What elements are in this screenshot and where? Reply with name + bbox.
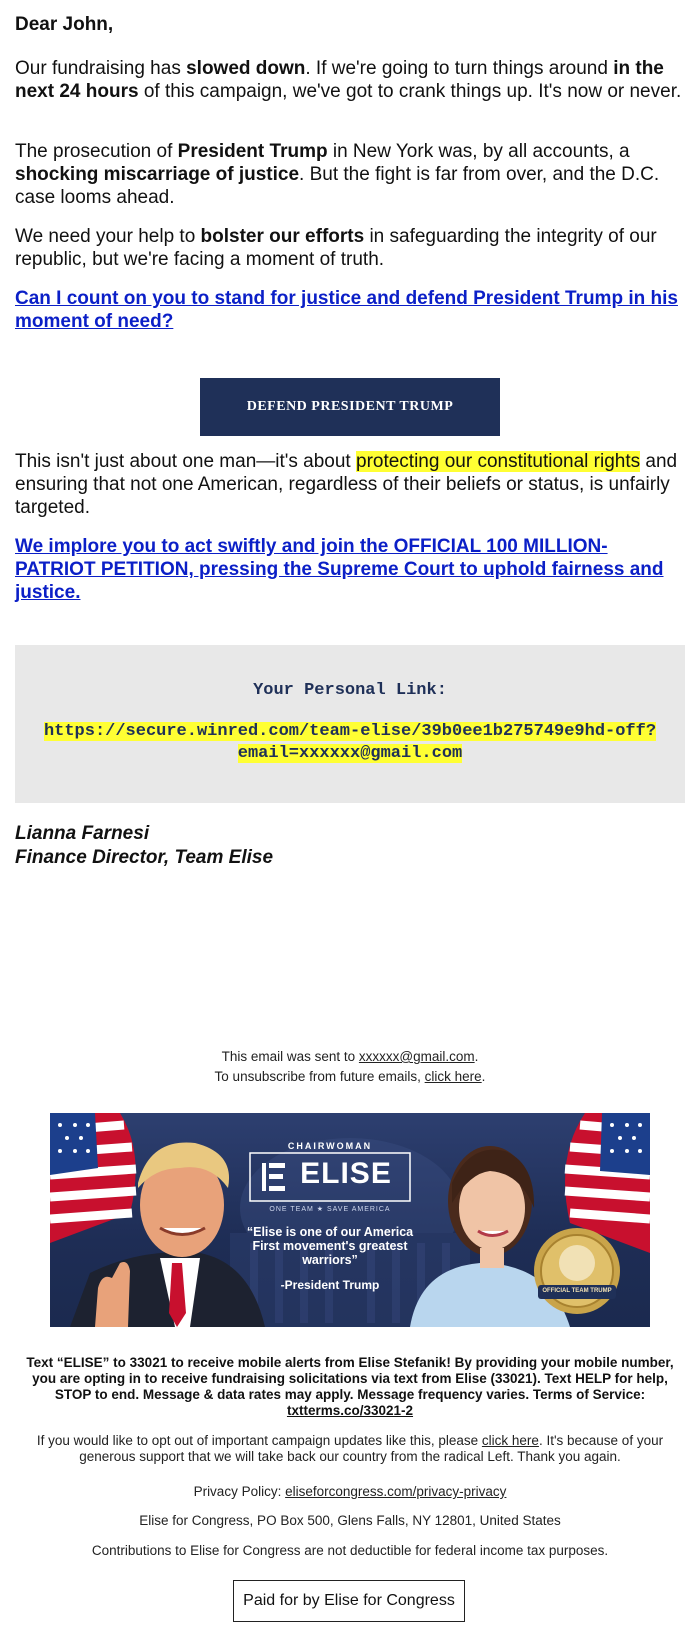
recipient-email-link[interactable]: xxxxxx@gmail.com — [358, 1049, 475, 1064]
signature-title: Finance Director, Team Elise — [15, 847, 274, 868]
petition-link[interactable]: We implore you to act swiftly and join the OFFICIAL 100 MILLION-PATRIOT PETITION, pressing the Supreme Court to uphold fairness and justice. — [15, 536, 664, 603]
paragraph-petition — [15, 535, 685, 604]
highlighted-phrase: protecting our constitutional rights — [356, 451, 641, 472]
unsubscribe-line: To unsubscribe from future emails, click here. — [214, 1069, 486, 1084]
flag-left-icon — [50, 1113, 136, 1243]
banner-attribution: -President Trump — [280, 1278, 380, 1292]
optout-notice: If you would like to opt out of important campaign updates like this, please click here. It's because of your generous support that we will take back our country from the radical Left. Thank you again. — [36, 1433, 664, 1464]
defend-trump-link[interactable]: Can I count on you to stand for justice and defend President Trump in his moment of need? — [15, 288, 678, 332]
campaign-banner[interactable] — [50, 1113, 650, 1327]
mailing-address: Elise for Congress, PO Box 500, Glens Falls, NY 12801, United States — [139, 1513, 561, 1528]
banner-tagline: ONE TEAM ★ SAVE AMERICA — [269, 1206, 391, 1213]
sms-optin-notice: Text “ELISE” to 33021 to receive mobile alerts from Elise Stefanik! By providing your mobile number, you are opting in to receive fundraising solicitations via text from Elise (33021). Text HELP for help, STOP to end. Message & data rates may apply. Message frequency varies. Terms of Service: txtterms.co/33021-2 — [26, 1355, 674, 1418]
personal-link-panel — [15, 645, 685, 803]
elise-logo-icon — [262, 1163, 285, 1191]
footer-recipient — [0, 1047, 700, 1087]
sms-terms-link[interactable]: txtterms.co/33021-2 — [286, 1403, 414, 1418]
paragraph-constitutional: This isn't just about one man—it's about protecting our constitutional rights and ensuring that not one American, regardless of their beliefs or status, is unfairly targeted. — [15, 451, 678, 518]
seal-label: OFFICIAL TEAM TRUMP — [542, 1288, 612, 1294]
personal-link-label: Your Personal Link: — [253, 681, 447, 700]
paid-for-disclaimer: Paid for by Elise for Congress — [233, 1580, 465, 1622]
paragraph-link-justice — [15, 287, 685, 333]
banner-quote: “Elise is one of our America First movement's greatest warriors” — [246, 1225, 414, 1267]
paragraph-fundraising: Our fundraising has slowed down. If we're going to turn things around in the next 24 hours of this campaign, we've got to crank things up. It's now or never. — [15, 58, 682, 102]
unsubscribe-link[interactable]: click here — [424, 1069, 482, 1084]
paragraph-prosecution: The prosecution of President Trump in New York was, by all accounts, a shocking miscarriage of justice. But the fight is far from over, and the D.C. case looms ahead. — [15, 141, 660, 208]
paragraph-help: We need your help to bolster our efforts in safeguarding the integrity of our republic, but we're facing a moment of truth. — [15, 226, 657, 270]
tax-notice: Contributions to Elise for Congress are not deductible for federal income tax purposes. — [91, 1543, 609, 1558]
privacy-policy-line: Privacy Policy: eliseforcongress.com/privacy-privacy — [193, 1484, 507, 1499]
banner-brand: ELISE — [300, 1157, 392, 1190]
personal-link-url[interactable]: https://secure.winred.com/team-elise/39b0ee1b275749e9hd-off?email=xxxxxx@gmail.com — [43, 722, 657, 763]
defend-president-trump-button[interactable]: DEFEND PRESIDENT TRUMP — [200, 378, 500, 436]
optout-link[interactable]: click here — [481, 1433, 539, 1448]
banner-kicker: CHAIRWOMAN — [287, 1141, 373, 1151]
greeting: Dear John, — [15, 14, 114, 35]
privacy-policy-link[interactable]: eliseforcongress.com/privacy-privacy — [285, 1484, 507, 1499]
signature-name: Lianna Farnesi — [15, 823, 150, 844]
sent-to-line: This email was sent to xxxxxx@gmail.com. — [221, 1049, 479, 1064]
official-team-trump-seal-icon — [534, 1228, 620, 1314]
signature — [15, 822, 273, 870]
